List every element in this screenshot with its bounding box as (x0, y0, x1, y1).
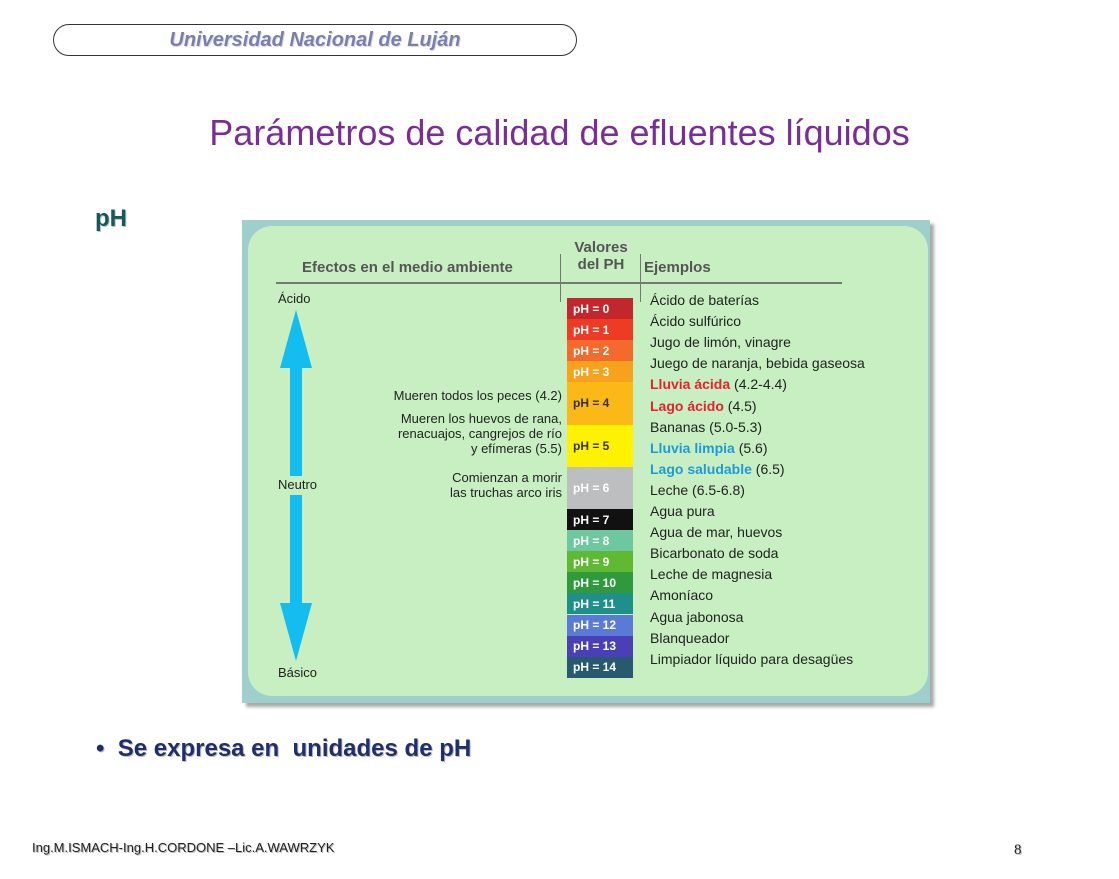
example-item (650, 630, 729, 646)
ph-scale-cell: pH = 2 (567, 340, 633, 361)
arrow-down-shape (280, 495, 312, 661)
section-heading: pH (95, 205, 127, 232)
col-header-values-line1: Valores (574, 239, 628, 256)
ph-scale-cell: pH = 9 (567, 551, 633, 572)
ph-scale-cell: pH = 14 (567, 657, 633, 678)
ph-scale-figure (242, 220, 930, 703)
effect-line: y efímeras (5.5) (470, 441, 562, 456)
label-acid: Ácido (278, 291, 311, 306)
col-header-values-line2: del PH (577, 256, 625, 273)
slide-title: Parámetros de calidad de efluentes líquidos (209, 112, 910, 153)
effect-frogs (398, 411, 562, 456)
example-suffix: (4.2-4.4) (730, 376, 787, 393)
ph-scale-cell: pH = 5 (567, 425, 633, 467)
ph-scale-cell: pH = 6 (567, 467, 633, 509)
example-item (650, 609, 743, 625)
figure-panel (248, 226, 928, 696)
example-text: Ácido de baterías (650, 292, 759, 308)
institution-banner (53, 24, 577, 56)
header-divider-right (640, 254, 641, 302)
example-suffix: (5.6) (734, 439, 768, 456)
effect-fish (394, 388, 562, 403)
example-text: Lluvia limpia (650, 439, 735, 456)
example-text: Lago ácido (650, 397, 724, 414)
example-text: Lago saludable (650, 460, 752, 477)
effect-line: Mueren todos los peces (4.2) (393, 388, 562, 403)
example-item (650, 398, 757, 414)
arrow-up-shape (280, 310, 312, 476)
example-item (650, 292, 759, 308)
effect-line: Comienzan a morir (452, 470, 562, 485)
effect-line: Mueren los huevos de rana, (400, 411, 562, 426)
ph-scale-cell: pH = 1 (567, 319, 633, 340)
example-text: Jugo de limón, vinagre (650, 334, 791, 351)
ph-scale-cell: pH = 0 (567, 298, 633, 319)
ph-scale-cell: pH = 3 (567, 361, 633, 382)
ph-scale-cell: pH = 8 (567, 530, 633, 551)
example-text: Agua pura (650, 503, 715, 519)
header-underline (276, 282, 842, 284)
example-item (650, 355, 865, 371)
example-item (650, 587, 713, 603)
label-neutral: Neutro (278, 477, 318, 492)
example-text: Amoníaco (650, 587, 714, 604)
example-text: Agua de mar, huevos (650, 524, 783, 541)
example-item (650, 524, 782, 540)
example-item (650, 313, 741, 329)
ph-scale-cell: pH = 10 (567, 572, 633, 593)
col-header-values (566, 239, 636, 273)
example-text: Leche (6.5-6.8) (650, 481, 745, 498)
example-text: Bicarbonato de soda (650, 545, 779, 562)
example-text: Leche de magnesia (650, 566, 773, 583)
ph-scale-cell: pH = 7 (567, 509, 633, 530)
effect-line: las truchas arco iris (450, 485, 562, 500)
col-header-effects: Efectos en el medio ambiente (302, 259, 513, 276)
example-item (650, 440, 768, 456)
bullet-glyph: • (96, 735, 118, 762)
example-text: Blanqueador (650, 629, 730, 646)
ph-scale-cell: pH = 4 (567, 382, 633, 424)
example-text: Lluvia ácida (650, 376, 731, 393)
example-item (650, 419, 762, 435)
example-suffix: (4.5) (723, 397, 757, 414)
example-item (650, 651, 853, 667)
example-item (650, 461, 785, 477)
page-number: 8 (1014, 842, 1022, 858)
label-basic: Básico (278, 665, 318, 680)
effect-line: renacuajos, cangrejos de río (397, 426, 562, 441)
header-divider-left (560, 254, 561, 302)
bullet-text: Se expresa en unidades de pH (117, 735, 472, 762)
ph-scale-cell: pH = 12 (567, 615, 633, 636)
arrow-up-icon (278, 310, 314, 476)
example-text: Bananas (5.0-5.3) (650, 418, 763, 435)
example-item (650, 376, 787, 392)
example-item (650, 545, 778, 561)
example-text: Juego de naranja, bebida gaseosa (650, 355, 865, 372)
example-item (650, 566, 772, 582)
example-suffix: (6.5) (751, 460, 785, 477)
bullet-point (96, 735, 471, 763)
example-text: Limpiador líquido para desagües (650, 650, 854, 667)
institution-name: Universidad Nacional de Luján (169, 28, 461, 51)
example-item (650, 334, 791, 350)
example-item (650, 482, 745, 498)
example-item (650, 503, 715, 519)
col-header-examples: Ejemplos (644, 259, 711, 276)
ph-scale-cell: pH = 11 (567, 593, 633, 614)
ph-scale-cell: pH = 13 (567, 636, 633, 657)
example-text: Agua jabonosa (650, 608, 744, 625)
arrow-down-icon (278, 495, 314, 661)
footer-authors: Ing.M.ISMACH-Ing.H.CORDONE –Lic.A.WAWRZYK (32, 840, 335, 855)
effect-trout (450, 470, 562, 500)
example-text: Ácido sulfúrico (650, 313, 742, 330)
